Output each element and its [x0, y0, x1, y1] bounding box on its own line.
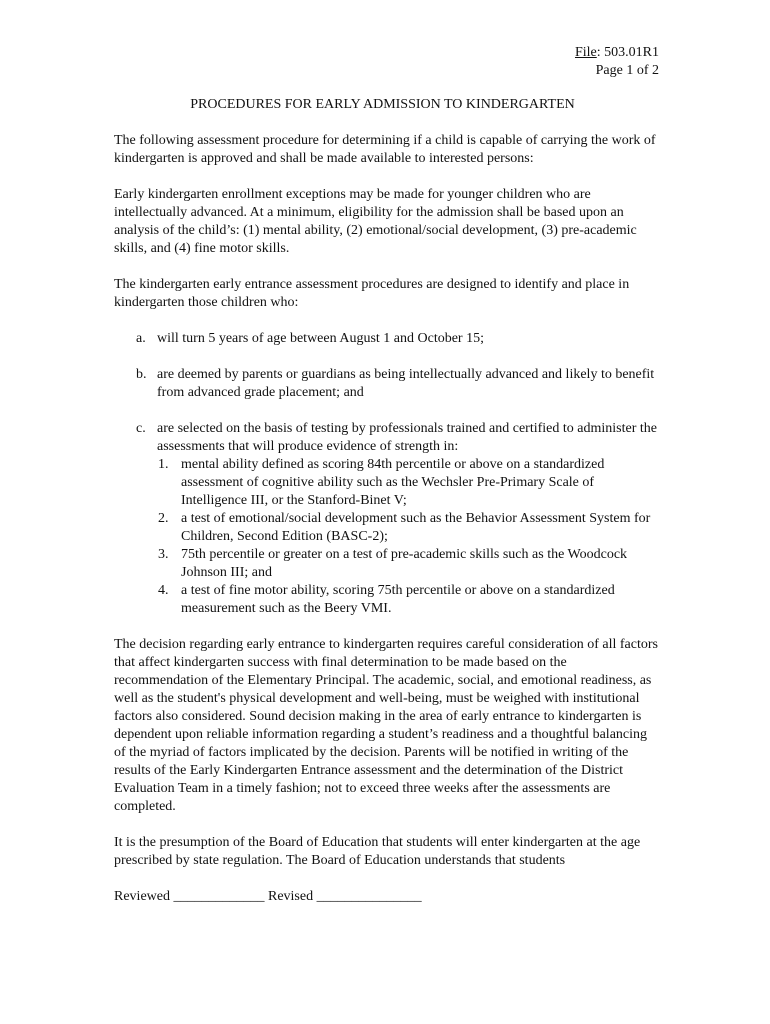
list-item-text: will turn 5 years of age between August 1 and October 15;: [157, 331, 484, 346]
sublist-item-2: [114, 510, 659, 546]
file-header: [114, 44, 659, 80]
file-label: File: [574, 45, 597, 60]
page-title: PROCEDURES FOR EARLY ADMISSION TO KINDERGARTEN: [190, 97, 575, 112]
sublist-marker: 4.: [158, 583, 169, 598]
sublist-marker: 1.: [158, 457, 169, 472]
document-page: [114, 44, 659, 906]
procedures-paragraph: The kindergarten early entrance assessment procedures are designed to identify and place in kindergarten those children who:: [114, 277, 630, 310]
decision-paragraph: The decision regarding early entrance to kindergarten requires careful consideration of all factors that affect kindergarten success with final determination to be made based on the recommendation of the Elementary Principal. The academic, social, and emotional readiness, as well as the student's physical development and well-being, must be weighed with institutional factors also considered. Sound decision making in the area of early entrance to kindergarten is dependent upon reliable information regarding a student’s readiness and a thoughtful balancing of the myriad of factors implicated by the decision. Parents will be notified in writing of the results of the Early Kindergarten Entrance assessment and the determination of the District Evaluation Team in a timely fashion; not to exceed three weeks after the assessments are completed.: [114, 637, 658, 814]
sublist-item-text: mental ability defined as scoring 84th percentile or above on a standardized assessment of cognitive ability such as the Wechsler Pre-Primary Scale of Intelligence III, or the Stanford-Binet V;: [181, 457, 605, 508]
sublist-item-1: [114, 456, 659, 510]
list-item-text: are selected on the basis of testing by professionals trained and certified to administer the assessments that will produce evidence of strength in:: [157, 421, 657, 454]
list-item-text: are deemed by parents or guardians as being intellectually advanced and likely to benefit from advanced grade placement; and: [157, 367, 655, 400]
page-number: Page 1 of 2: [595, 63, 659, 78]
list-item-a: [114, 330, 659, 348]
sublist-item-text: a test of fine motor ability, scoring 75th percentile or above on a standardized measurement such as the Beery VMI.: [181, 583, 615, 616]
sublist-item-text: 75th percentile or greater on a test of pre-academic skills such as the Woodcock Johnson III; and: [181, 547, 628, 580]
intro-paragraph: The following assessment procedure for determining if a child is capable of carrying the work of kindergarten is approved and shall be made available to interested persons:: [114, 133, 656, 166]
file-number: [114, 44, 659, 62]
list-marker: b.: [136, 367, 147, 382]
list-marker: a.: [136, 331, 146, 346]
sublist-marker: 2.: [158, 511, 169, 526]
file-value: : 503.01R1: [596, 45, 659, 60]
sublist-item-3: [114, 546, 659, 582]
list-item-b: [114, 366, 659, 402]
sublist-marker: 3.: [158, 547, 169, 562]
sublist-item-4: [114, 582, 659, 618]
list-item-c: [114, 420, 659, 618]
sublist-item-text: a test of emotional/social development such as the Behavior Assessment System for Children, Second Edition (BASC-2);: [181, 511, 651, 544]
eligibility-paragraph: Early kindergarten enrollment exceptions may be made for younger children who are intellectually advanced. At a minimum, eligibility for the admission shall be based upon an analysis of the child’s: (1) mental ability, (2) emotional/social development, (3) pre-academic skills, and (4) fine motor skills.: [114, 187, 637, 256]
presumption-paragraph: It is the presumption of the Board of Education that students will enter kindergarten at the age prescribed by state regulation. The Board of Education understands that students: [114, 835, 641, 868]
reviewed-revised-line: Reviewed _____________ Revised _______________: [114, 889, 422, 904]
list-marker: c.: [136, 421, 146, 436]
